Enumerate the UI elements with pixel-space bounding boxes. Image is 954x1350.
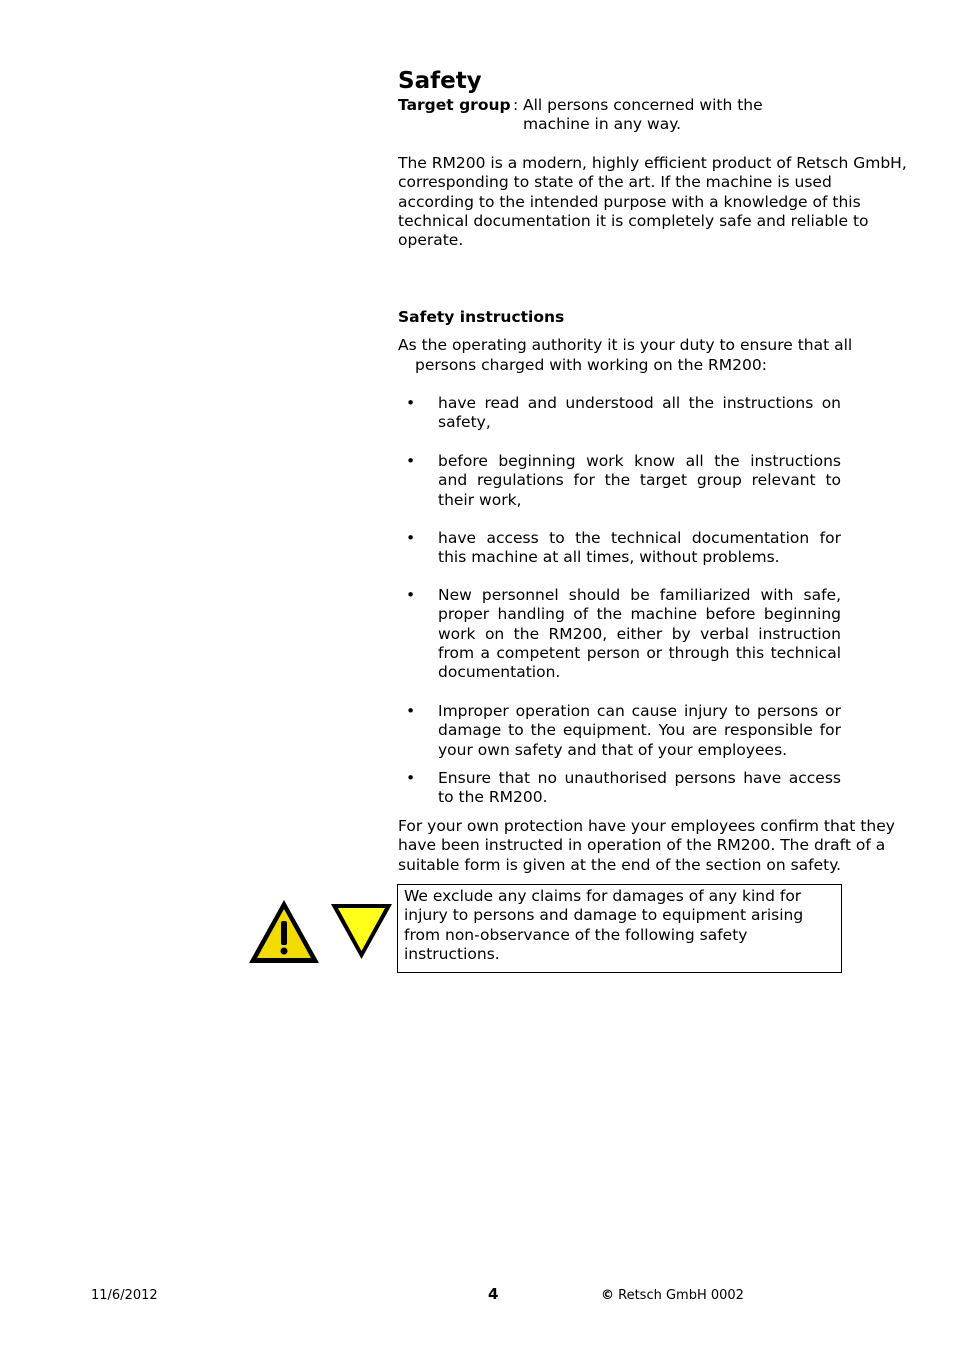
bullet-text: Improper operation can cause injury to persons or damage to the equipment. You are responsible for your own safety and that of your employees.	[438, 702, 841, 759]
target-group-colon: :	[513, 96, 519, 114]
warning-triangle-icon	[248, 896, 394, 966]
bullet-text: have read and understood all the instructions on safety,	[438, 394, 841, 432]
bullet-text: before beginning work know all the instructions and regulations for the target group relevant to their work,	[438, 452, 841, 509]
bullet-dot: •	[406, 769, 416, 787]
bullet-dot: •	[406, 452, 416, 470]
footer-copyright	[601, 1288, 744, 1304]
copyright-symbol: ©	[601, 1288, 614, 1303]
duty-line-1: As the operating authority it is your duty to ensure that all	[398, 336, 853, 354]
intro-paragraph: The RM200 is a modern, highly efficient product of Retsch GmbH, corresponding to state of the art. If the machine is used according to the intended purpose with a knowledge of this technical documentation it is completely safe and reliable to operate.	[398, 154, 907, 250]
target-group-label: Target group	[398, 96, 511, 114]
safety-instructions-heading: Safety instructions	[398, 308, 565, 326]
page-title: Safety	[398, 68, 482, 94]
target-group-value: All persons concerned with the machine in any way.	[523, 96, 763, 134]
copyright-text: Retsch GmbH 0002	[618, 1288, 744, 1303]
page-number: 4	[488, 1285, 499, 1303]
bullet-dot: •	[406, 702, 416, 720]
bullet-text: New personnel should be familiarized with safe, proper handling of the machine before beginning work on the RM200, either by verbal instruction from a competent person or through this technical documentation.	[438, 586, 841, 682]
bullet-text: have access to the technical documentation for this machine at all times, without problems.	[438, 529, 841, 567]
outro-paragraph: For your own protection have your employees confirm that they have been instructed in operation of the RM200. The draft of a suitable form is given at the end of the section on safety.	[398, 817, 895, 874]
warning-icons	[248, 896, 394, 966]
disclaimer-box: We exclude any claims for damages of any kind for injury to persons and damage to equipment arising from non-observance of the following safety instructions.	[397, 884, 842, 973]
bullet-dot: •	[406, 394, 416, 412]
bullet-text: Ensure that no unauthorised persons have access to the RM200.	[438, 769, 841, 807]
footer-date: 11/6/2012	[91, 1288, 158, 1303]
bullet-dot: •	[406, 529, 416, 547]
bullet-dot: •	[406, 586, 416, 604]
duty-line-2: persons charged with working on the RM200:	[415, 356, 767, 374]
